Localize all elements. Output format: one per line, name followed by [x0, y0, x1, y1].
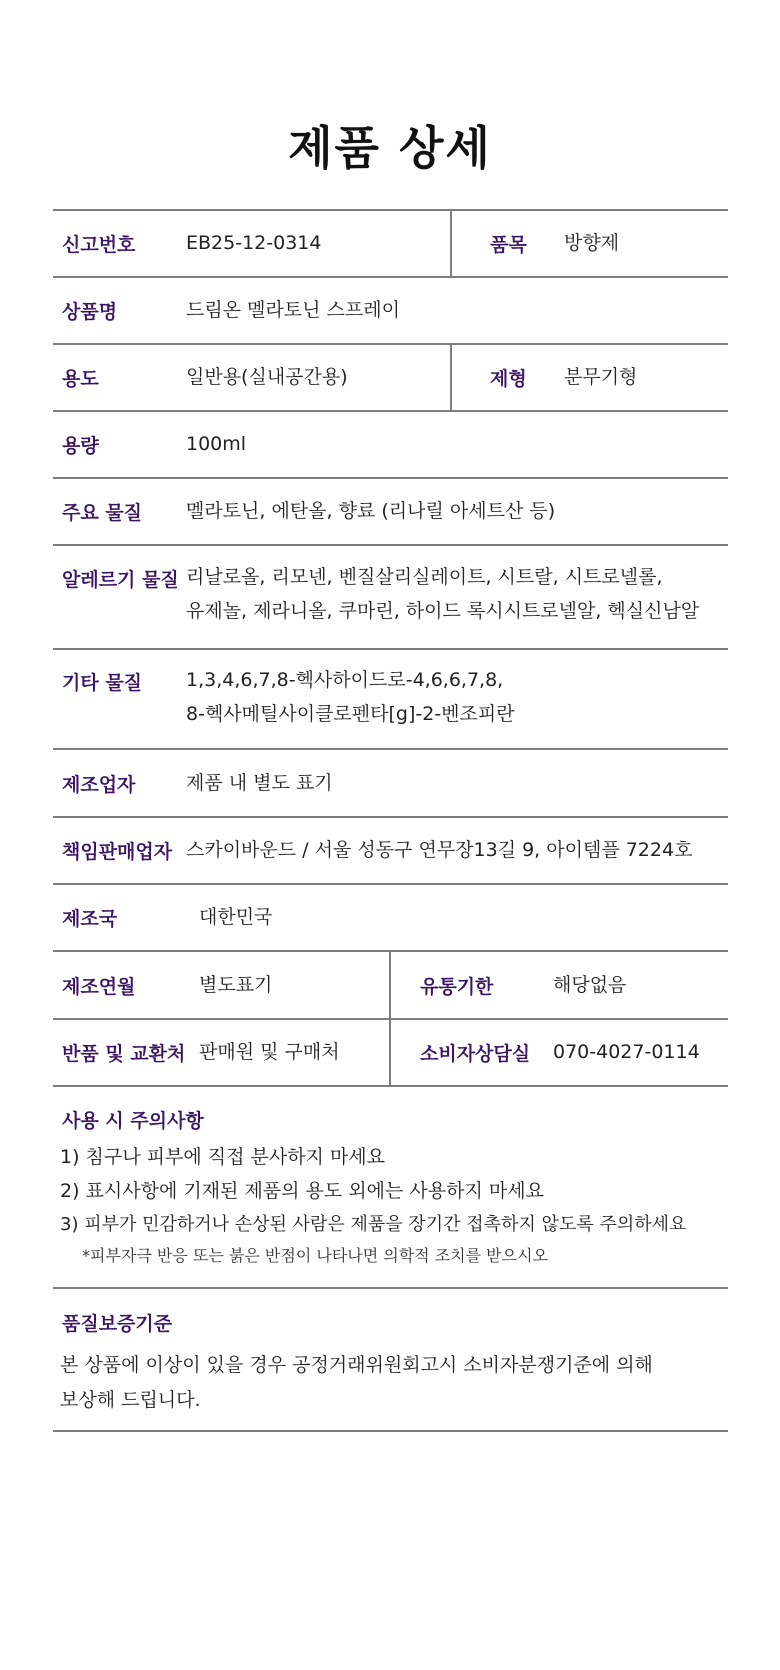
item-category-value: 방향제 [564, 232, 620, 254]
usage-label: 용도 [62, 368, 99, 390]
allergen-value-line: 리날로올, 리모넨, 벤질살리실레이트, 시트랄, 시트로넬롤, [186, 566, 663, 588]
row-divider [53, 883, 728, 885]
seller-value: 스카이바운드 / 서울 성동구 연무장13길 9, 아이템플 7224호 [186, 839, 693, 861]
report-number-value: EB25-12-0314 [186, 232, 322, 254]
volume-value: 100ml [186, 433, 247, 455]
other-substances-line: 8-헥사메틸사이클로펜타[g]-2-벤조피란 [186, 703, 515, 725]
row-divider [53, 343, 728, 345]
manufacture-date-label: 제조연월 [62, 976, 136, 998]
allergen-label: 알레르기 물질 [62, 569, 179, 591]
usage-value: 일반용(실내공간용) [186, 366, 348, 388]
quality-title: 품질보증기준 [62, 1313, 173, 1335]
column-divider [389, 950, 391, 1085]
manufacturer-value: 제품 내 별도 표기 [186, 772, 333, 794]
product-name-label: 상품명 [62, 301, 118, 323]
seller-label: 책임판매업자 [62, 841, 173, 863]
manufacture-date-value: 별도표기 [199, 974, 273, 996]
caution-title: 사용 시 주의사항 [62, 1110, 204, 1132]
manufacturer-label: 제조업자 [62, 774, 136, 796]
report-number-label: 신고번호 [62, 234, 136, 256]
row-divider [53, 544, 728, 546]
row-divider [53, 477, 728, 479]
row-divider [53, 648, 728, 650]
customer-service-value: 070-4027-0114 [553, 1041, 700, 1063]
other-substances-value [186, 663, 515, 731]
other-substances-label: 기타 물질 [62, 672, 143, 694]
quality-text-line: 보상해 드립니다. [60, 1389, 201, 1411]
country-label: 제조국 [62, 908, 118, 930]
column-divider [450, 209, 452, 276]
allergen-value-line: 유제놀, 제라니올, 쿠마린, 하이드 록시시트로넬알, 헥실신남알 [186, 600, 700, 622]
caution-item: 3) 피부가 민감하거나 손상된 사람은 제품을 장기간 접촉하지 않도록 주의하세요 [60, 1214, 687, 1235]
section-divider [53, 1287, 728, 1289]
allergen-value [186, 560, 699, 628]
caution-note: *피부자극 반응 또는 붉은 반점이 나타나면 의학적 조치를 받으시오 [82, 1246, 549, 1265]
row-divider [53, 748, 728, 750]
item-category-label: 품목 [490, 234, 527, 256]
row-divider [53, 276, 728, 278]
column-divider [450, 343, 452, 410]
form-label: 제형 [490, 368, 527, 390]
volume-label: 용량 [62, 435, 99, 457]
customer-service-label: 소비자상담실 [420, 1043, 531, 1065]
table-top-rule [53, 209, 728, 211]
form-value: 분무기형 [564, 366, 638, 388]
page-bottom-rule [53, 1430, 728, 1432]
quality-text-line: 본 상품에 이상이 있을 경우 공정거래위원회고시 소비자분쟁기준에 의해 [60, 1354, 653, 1376]
expiry-value: 해당없음 [553, 974, 627, 996]
return-place-label: 반품 및 교환처 [62, 1043, 186, 1065]
main-ingredients-value: 멜라토닌, 에탄올, 향료 (리나릴 아세트산 등) [186, 500, 556, 522]
country-value: 대한민국 [199, 906, 273, 928]
product-name-value: 드림온 멜라토닌 스프레이 [186, 299, 400, 321]
expiry-label: 유통기한 [420, 976, 494, 998]
other-substances-line: 1,3,4,6,7,8-헥사하이드로-4,6,6,7,8, [186, 669, 504, 691]
row-divider [53, 816, 728, 818]
main-ingredients-label: 주요 물질 [62, 502, 143, 524]
caution-item: 2) 표시사항에 기재된 제품의 용도 외에는 사용하지 마세요 [60, 1180, 544, 1202]
table-bottom-rule [53, 1085, 728, 1087]
page-title: 제품 상세 [288, 121, 492, 175]
row-divider [53, 410, 728, 412]
return-place-value: 판매원 및 구매처 [199, 1041, 340, 1063]
caution-item: 1) 침구나 피부에 직접 분사하지 마세요 [60, 1146, 386, 1168]
